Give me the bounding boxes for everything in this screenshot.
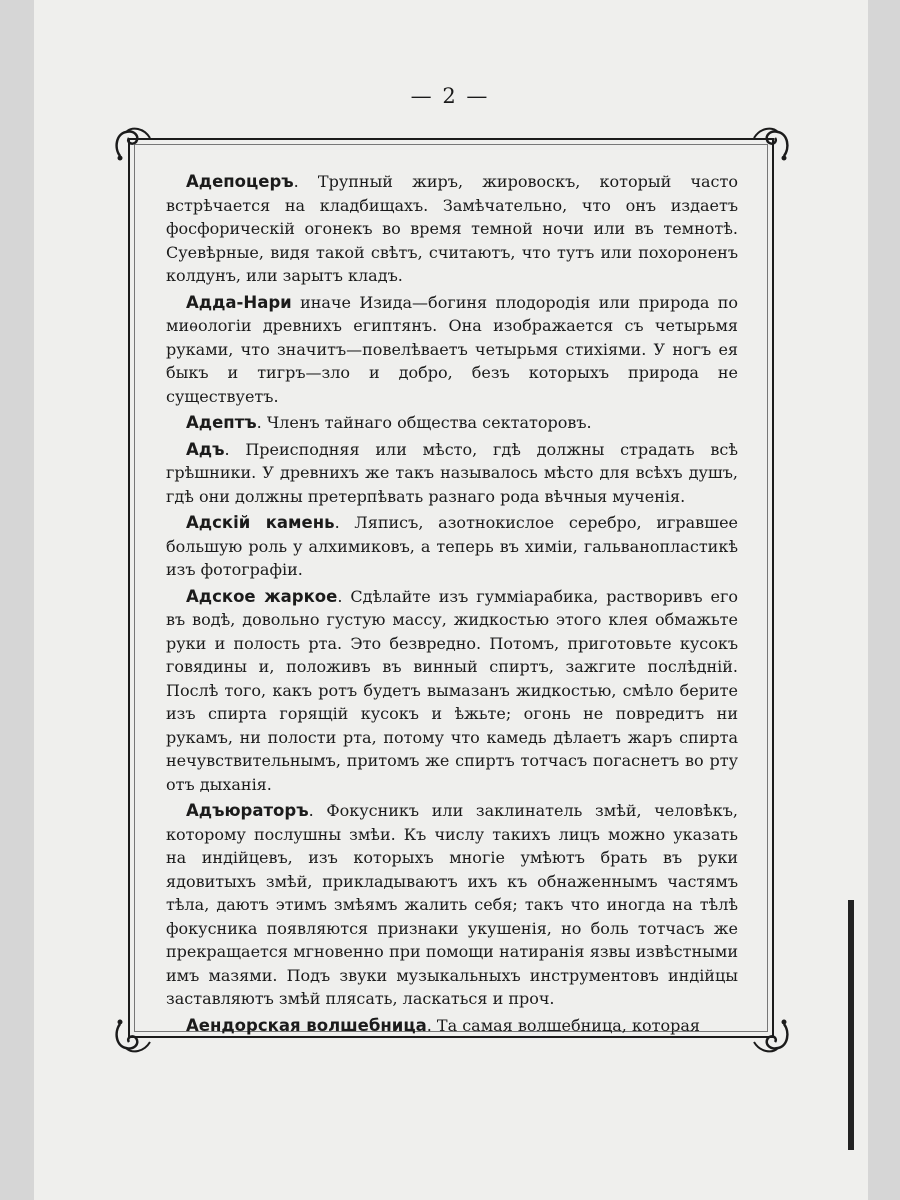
page-edge-shadow bbox=[848, 900, 854, 1150]
entry-definition: . Та самая волшебница, которая bbox=[426, 1015, 700, 1035]
entry-term: Аендорская волшебница bbox=[186, 1015, 427, 1035]
entry-definition: . Трупный жиръ, жировоскъ, который часто встрѣчается на кладбищахъ. Замѣчательно, что онъ издаетъ фосфорическій огонекъ во время темной ночи или въ темнотѣ. Суевѣрные, видя такой свѣтъ, считаютъ, что тутъ или похороненъ колдунъ, или зарытъ кладъ. bbox=[166, 172, 738, 285]
entry-term: Адепоцеръ bbox=[186, 172, 294, 191]
entry-term: Адда-Нари bbox=[186, 292, 292, 312]
entry-definition: . Преисподняя или мѣсто, гдѣ должны страдать всѣ грѣшники. У древнихъ же такъ называлось мѣсто для всѣхъ душъ, гдѣ они должны претерпѣвать разнаго рода вѣчныя мученія. bbox=[166, 439, 738, 506]
entry-definition: . Сдѣлайте изъ гумміарабика, растворивъ его въ водѣ, довольно густую массу, жидкостью этого клея обмажьте руки и полость рта. Это безвредно. Потомъ, приготовьте кусокъ говядины и, положивъ въ винный спиртъ, зажгите послѣдній. Послѣ того, какъ ротъ будетъ вымазанъ жидкостью, смѣло берите изъ спирта горящій кусокъ и ѣжьте; огонь не повредитъ ни рукамъ, ни полости рта, потому что камедь дѣлаетъ жаръ спирта нечувствительнымъ, притомъ же спиртъ тотчасъ погаснетъ во рту отъ дыханія. bbox=[166, 586, 739, 794]
entry-term: Адское жаркое bbox=[186, 586, 338, 606]
entry-term: Адъ bbox=[186, 439, 225, 459]
entry-adda-nari bbox=[166, 291, 738, 409]
entry-adyurator bbox=[166, 799, 738, 1011]
entry-adepocer bbox=[166, 170, 738, 288]
entry-aendorskaya-volshebnitsa bbox=[166, 1014, 738, 1038]
entry-definition: . Фокусникъ или заклинатель змѣй, человѣкъ, которому послушны змѣи. Къ числу такихъ лицъ можно указать на индійцевъ, изъ которыхъ многіе умѣютъ брать въ руки ядовитыхъ змѣй, прикладываютъ ихъ къ обнаженнымъ частямъ тѣла, даютъ этимъ змѣямъ жалить себя; такъ что иногда на тѣлѣ фокусника появляются признаки укушенія, но боль тотчасъ же прекращается мгновенно при помощи натиранія язвы извѣстными имъ мазями. Подъ звуки музыкальныхъ инструментовъ индійцы заставляютъ змѣй плясать, ласкаться и проч. bbox=[166, 801, 738, 1008]
entry-term: Адъюраторъ bbox=[186, 801, 309, 820]
corner-ornament-icon bbox=[112, 1016, 152, 1056]
page-number: — 2 — bbox=[410, 84, 490, 108]
entry-term: Адскій камень bbox=[186, 513, 335, 532]
entry-term: Адептъ bbox=[186, 413, 257, 432]
corner-ornament-icon bbox=[752, 124, 792, 164]
entry-adept bbox=[166, 411, 738, 435]
entry-adskiy-kamen bbox=[166, 511, 738, 582]
entry-adskoe-zharkoe bbox=[166, 585, 738, 797]
entry-definition: иначе Изида—богиня плодородія или природа по миѳологіи древнихъ египтянъ. Она изображается съ четырьмя руками, что значитъ—повелѣваетъ четырьмя стихіями. У ногъ ея быкъ и тигръ—зло и добро, безъ которыхъ природа не существуетъ. bbox=[166, 292, 738, 406]
entry-ad bbox=[166, 438, 738, 509]
corner-ornament-icon bbox=[112, 124, 152, 164]
dictionary-text bbox=[166, 170, 738, 1040]
corner-ornament-icon bbox=[752, 1016, 792, 1056]
entry-definition: . Членъ тайнаго общества сектаторовъ. bbox=[256, 413, 592, 432]
entry-definition: . Ляписъ, азотнокислое серебро, игравшее большую роль у алхимиковъ, а теперь въ химіи, гальванопластикѣ изъ фотографіи. bbox=[166, 513, 738, 579]
